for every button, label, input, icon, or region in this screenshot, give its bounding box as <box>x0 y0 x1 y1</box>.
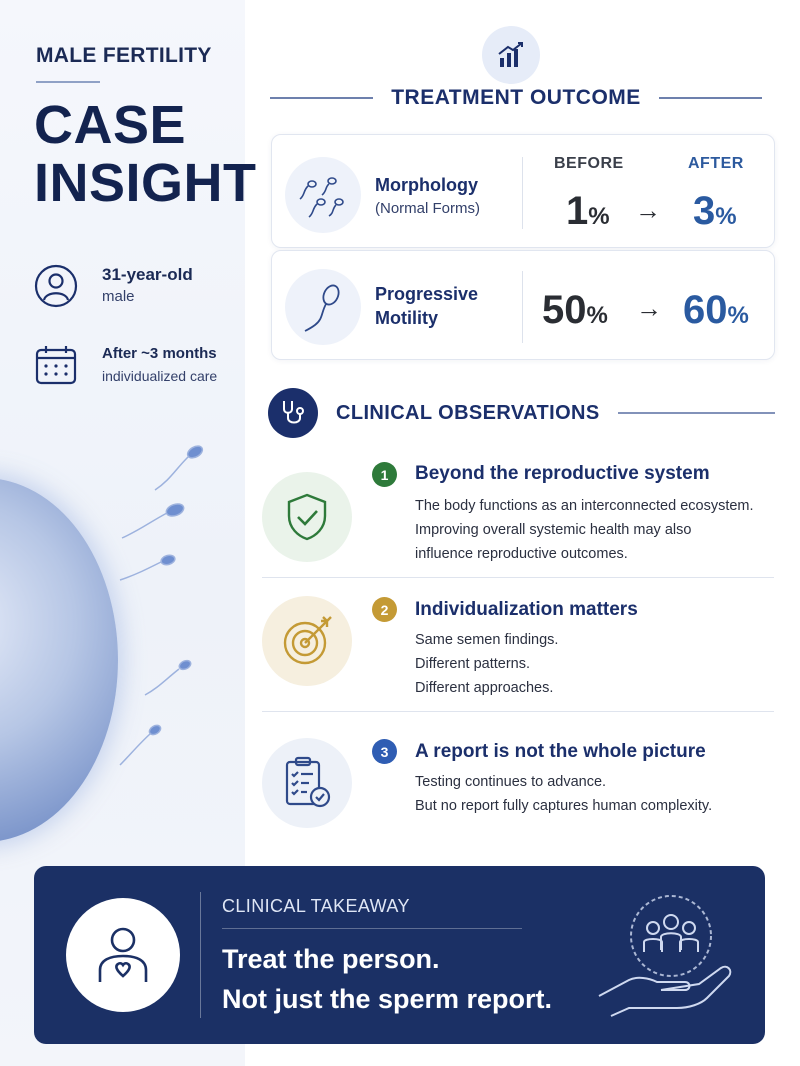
value-before-number: 1 <box>566 189 589 233</box>
takeaway-kicker: CLINICAL TAKEAWAY <box>222 896 410 916</box>
takeaway-avatar <box>66 898 180 1012</box>
observation-number: 1 <box>372 462 397 487</box>
arrow-icon: → <box>635 195 661 225</box>
before-label: BEFORE <box>554 155 624 172</box>
takeaway-banner <box>34 866 765 1044</box>
headline-line-2: INSIGHT <box>34 153 257 213</box>
duration-label: After ~3 months <box>102 345 217 362</box>
observation-body <box>415 628 558 700</box>
takeaway-line-2: Not just the sperm report. <box>222 984 553 1014</box>
value-before <box>542 290 608 336</box>
observation-line: Same semen findings. <box>415 632 559 648</box>
patient-sex: male <box>102 288 135 305</box>
takeaway-line-1: Treat the person. <box>222 944 440 974</box>
page-title <box>34 96 257 212</box>
metric-card-motility <box>271 250 775 360</box>
target-icon <box>279 613 335 669</box>
observation-icon-wrap <box>262 738 352 828</box>
observation-line: influence reproductive outcomes. <box>415 546 628 562</box>
banner-divider <box>200 892 201 1018</box>
observation-line: Improving overall systemic health may also <box>415 522 692 538</box>
sperm-cluster-icon <box>285 157 361 233</box>
observation-body <box>415 770 712 818</box>
duration-detail: individualized care <box>102 368 218 384</box>
outcome-rule-left <box>270 97 373 99</box>
value-after-number: 3 <box>693 189 716 233</box>
observation-title: Beyond the reproductive system <box>415 463 710 484</box>
metric-divider <box>522 271 523 343</box>
value-after <box>683 290 749 336</box>
observation-line: But no report fully captures human complexity. <box>415 798 713 814</box>
community-hand-icon <box>589 884 739 1024</box>
arrow-icon: → <box>636 293 662 323</box>
observation-body <box>415 494 754 566</box>
observation-divider <box>262 711 774 712</box>
bar-chart-icon <box>496 40 526 70</box>
value-unit: % <box>588 203 610 230</box>
stethoscope-icon <box>278 398 308 428</box>
headline-line-1: CASE <box>34 95 187 155</box>
bar-chart-badge <box>482 26 540 84</box>
metric-card-morphology <box>271 134 775 248</box>
sidebar-kicker: MALE FERTILITY <box>36 44 212 67</box>
kicker-divider <box>36 81 100 83</box>
sperm-swarm-illustration <box>70 430 250 790</box>
stethoscope-badge <box>268 388 318 438</box>
metric-name-label-2: Motility <box>375 308 438 328</box>
patient-fact <box>34 264 193 308</box>
person-icon <box>34 264 78 308</box>
takeaway-rule <box>222 928 522 929</box>
observations-rule <box>618 412 775 414</box>
person-heart-icon <box>88 920 158 990</box>
value-before-number: 50 <box>542 288 587 332</box>
metric-name <box>375 282 478 330</box>
metric-sub-label: (Normal Forms) <box>375 200 480 217</box>
value-after <box>693 191 737 237</box>
value-after-number: 60 <box>683 288 728 332</box>
observation-title: Individualization matters <box>415 599 638 620</box>
observation-divider <box>262 577 774 578</box>
duration-fact <box>34 343 217 387</box>
observation-line: The body functions as an interconnected ecosystem. <box>415 498 754 514</box>
observations-title: CLINICAL OBSERVATIONS <box>336 401 600 424</box>
metric-name <box>375 173 480 221</box>
observation-title: A report is not the whole picture <box>415 741 706 762</box>
value-unit: % <box>727 302 749 329</box>
calendar-icon <box>34 343 78 387</box>
value-unit: % <box>586 302 608 329</box>
outcome-rule-right <box>659 97 762 99</box>
value-before <box>566 191 610 237</box>
metric-name-label: Progressive <box>375 284 479 304</box>
observations-header <box>268 388 775 438</box>
outcome-title: TREATMENT OUTCOME <box>391 86 641 109</box>
metric-name-label: Morphology <box>375 175 478 195</box>
observation-line: Different approaches. <box>415 680 554 696</box>
sperm-icon <box>285 269 361 345</box>
observation-line: Testing continues to advance. <box>415 774 607 790</box>
shield-check-icon <box>284 492 330 542</box>
patient-age: 31-year-old <box>102 265 193 284</box>
observation-icon-wrap <box>262 472 352 562</box>
metric-divider <box>522 157 523 229</box>
after-label: AFTER <box>688 155 744 172</box>
value-unit: % <box>715 203 737 230</box>
observation-number: 3 <box>372 739 397 764</box>
observation-icon-wrap <box>262 596 352 686</box>
clipboard-check-icon <box>279 754 335 812</box>
observation-number: 2 <box>372 597 397 622</box>
outcome-header <box>270 86 762 110</box>
observation-line: Different patterns. <box>415 656 530 672</box>
